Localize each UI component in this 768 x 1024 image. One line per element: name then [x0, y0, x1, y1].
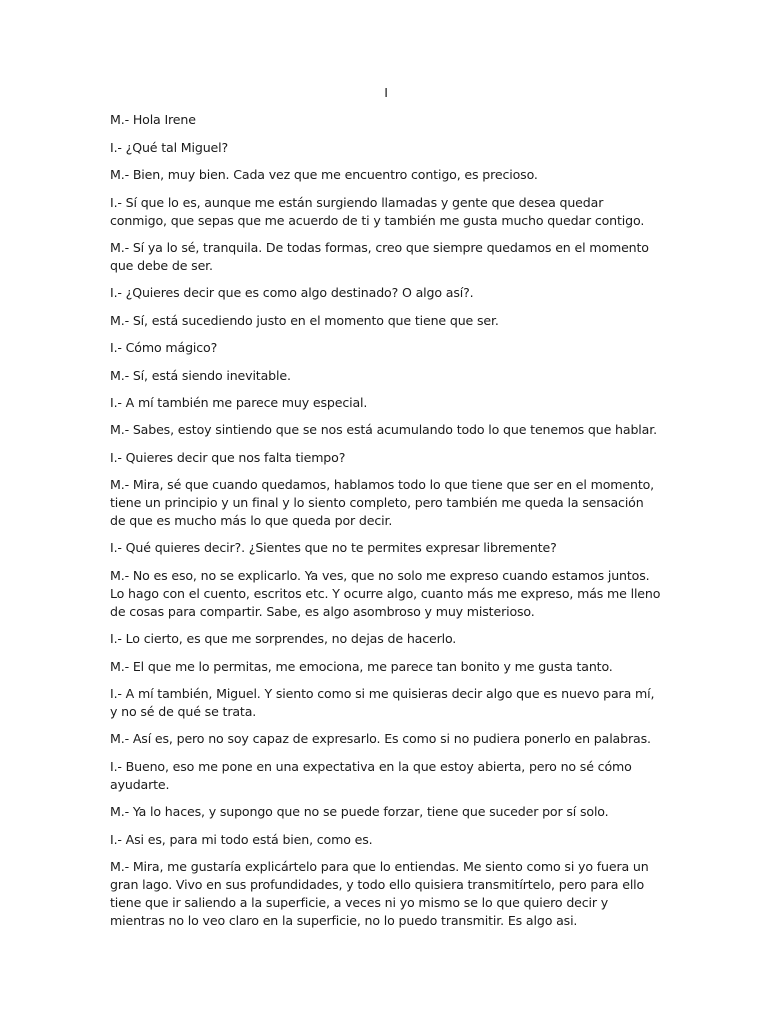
dialogue-paragraph: M.- No es eso, no se explicarlo. Ya ves, que no solo me expreso cuando estamos juntos. Lo hago con el cuento, escritos etc. Y ocurre algo, cuanto más me expreso, más me lleno de cosas para compartir. Sabe, es algo asombroso y muy misterioso.	[110, 567, 661, 619]
dialogue-paragraph: I.- Qué quieres decir?. ¿Sientes que no te permites expresar libremente?	[110, 540, 557, 556]
dialogue-paragraph: M.- Ya lo haces, y supongo que no se puede forzar, tiene que suceder por sí solo.	[110, 804, 609, 820]
dialogue-paragraph: M.- Así es, pero no soy capaz de expresarlo. Es como si no pudiera ponerlo en palabras.	[110, 731, 651, 747]
dialogue-paragraph: M.- Mira, sé que cuando quedamos, hablamos todo lo que tiene que ser en el momento, tiene un principio y un final y lo siento completo, pero también me queda la sensación de que es mucho más lo que queda por decir.	[110, 477, 655, 529]
dialogue-paragraph: M.- Sí, está siendo inevitable.	[110, 367, 291, 383]
dialogue-paragraph: I.- Lo cierto, es que me sorprendes, no dejas de hacerlo.	[110, 631, 457, 647]
dialogue-paragraph: M.- Sí, está sucediendo justo en el momento que tiene que ser.	[110, 312, 499, 328]
dialogue-paragraph: I.- Cómo mágico?	[110, 340, 218, 356]
dialogue-paragraph: I.- Asi es, para mi todo está bien, como es.	[110, 831, 373, 847]
dialogue-paragraph: M.- Sabes, estoy sintiendo que se nos está acumulando todo lo que tenemos que hablar.	[110, 422, 657, 438]
dialogue-paragraph: I.- ¿Quieres decir que es como algo destinado? O algo así?.	[110, 285, 474, 301]
dialogue-paragraph: M.- Hola Irene	[110, 112, 196, 128]
dialogue-paragraph: I.- A mí también, Miguel. Y siento como si me quisieras decir algo que es nuevo para mí, y no sé de qué se trata.	[110, 686, 655, 720]
dialogue-paragraph: M.- El que me lo permitas, me emociona, me parece tan bonito y me gusta tanto.	[110, 658, 613, 674]
dialogue-paragraph: I.- Quieres decir que nos falta tiempo?	[110, 449, 346, 465]
document-body	[110, 84, 662, 939]
dialogue-paragraph: M.- Mira, me gustaría explicártelo para que lo entiendas. Me siento como si yo fuera un gran lago. Vivo en sus profundidades, y todo ello quisiera transmitírtelo, pero para ello tiene que ir saliendo a la superficie, a veces ni yo mismo se lo que quiero decir y mientras no lo veo claro en la superficie, no lo puedo transmitir. Es algo asi.	[110, 858, 649, 928]
dialogue-paragraph: I.- Sí que lo es, aunque me están surgiendo llamadas y gente que desea quedar conmigo, que sepas que me acuerdo de ti y también me gusta mucho quedar contigo.	[110, 194, 645, 228]
dialogue-paragraph: M.- Bien, muy bien. Cada vez que me encuentro contigo, es precioso.	[110, 167, 538, 183]
dialogue-paragraph: I.- A mí también me parece muy especial.	[110, 394, 368, 410]
section-title: I	[384, 85, 388, 100]
dialogue-paragraph: M.- Sí ya lo sé, tranquila. De todas formas, creo que siempre quedamos en el momento que debe de ser.	[110, 239, 649, 273]
dialogue-paragraph: I.- Bueno, eso me pone en una expectativa en la que estoy abierta, pero no sé cómo ayudarte.	[110, 758, 632, 792]
dialogue-paragraph: I.- ¿Qué tal Miguel?	[110, 139, 229, 155]
